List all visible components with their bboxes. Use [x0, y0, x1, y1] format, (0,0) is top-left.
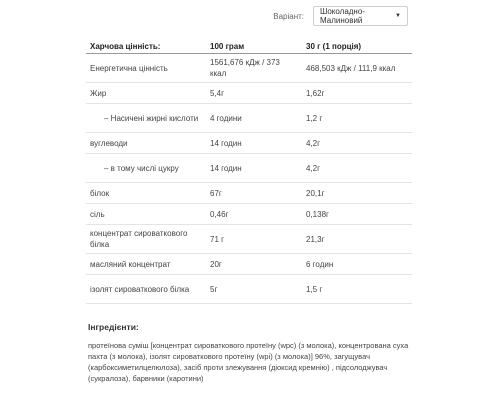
header-per-serving: 30 г (1 порція) — [302, 39, 412, 54]
nutrient-per-100g: 71 г — [206, 225, 302, 254]
nutrient-per-serving: 1,62г — [302, 83, 412, 104]
table-row — [86, 254, 412, 275]
table-row — [86, 225, 412, 254]
table-row — [86, 204, 412, 225]
header-per-100g: 100 грам — [206, 39, 302, 54]
nutrient-per-100g: 1561,676 кДж / 373 ккал — [206, 54, 302, 83]
nutrient-per-100g: 5г — [206, 275, 302, 304]
nutrient-per-100g: 14 годин — [206, 133, 302, 154]
variant-label: Варіант: — [273, 11, 304, 21]
nutrition-header-row — [86, 39, 412, 54]
nutrient-name: концентрат сироваткового білка — [86, 225, 206, 254]
nutrient-name: ізолят сироваткового білка — [86, 275, 206, 304]
nutrient-name: Енергетична цінність — [86, 54, 206, 83]
table-row — [86, 133, 412, 154]
nutrient-per-serving: 4,2г — [302, 133, 412, 154]
nutrient-name: – Насичені жирні кислоти — [86, 104, 206, 133]
variant-select[interactable] — [313, 6, 408, 26]
nutrient-per-serving: 468,503 кДж / 111,9 ккал — [302, 54, 412, 83]
nutrient-per-serving: 21,3г — [302, 225, 412, 254]
ingredients-title: Інгредієнти: — [88, 322, 139, 332]
nutrient-per-serving: 1,2 г — [302, 104, 412, 133]
nutrient-per-serving: 6 годин — [302, 254, 412, 275]
ingredients-text: протеїнова суміш [концентрат сироваткового протеїну (wpc) (з молока), концентрована суха пахта (з молока), ізолят сироваткового протеїну (wpi) (з молока)] 96%, загущувач (карбоксиметилцелюлоза), засіб проти злежування (діоксид кремнію) , підсолоджувач (сукралоза), барвники (каротини) — [88, 341, 409, 383]
nutrient-per-serving: 20,1г — [302, 183, 412, 204]
table-row — [86, 275, 412, 304]
table-row — [86, 183, 412, 204]
nutrient-name: вуглеводи — [86, 133, 206, 154]
nutrient-per-100g: 20г — [206, 254, 302, 275]
nutrient-per-serving: 0,138г — [302, 204, 412, 225]
nutrient-name: сіль — [86, 204, 206, 225]
header-nutrient: Харчова цінність: — [86, 39, 206, 54]
nutrient-name: масляний концентрат — [86, 254, 206, 275]
nutrient-per-100g: 14 годин — [206, 154, 302, 183]
nutrient-per-100g: 67г — [206, 183, 302, 204]
caret-down-icon: ▼ — [395, 13, 401, 19]
nutrient-per-serving: 1,5 г — [302, 275, 412, 304]
table-row — [86, 154, 412, 183]
nutrient-per-100g: 0,46г — [206, 204, 302, 225]
table-row — [86, 104, 412, 133]
nutrition-table — [86, 39, 412, 304]
nutrient-name: – в тому числі цукру — [86, 154, 206, 183]
nutrient-per-serving: 4,2г — [302, 154, 412, 183]
table-row — [86, 54, 412, 83]
nutrient-name: Жир — [86, 83, 206, 104]
nutrient-per-100g: 4 години — [206, 104, 302, 133]
nutrient-name: білок — [86, 183, 206, 204]
variant-selector — [273, 6, 408, 26]
nutrient-per-100g: 5,4г — [206, 83, 302, 104]
variant-selected-value: Шоколадно-Малиновий — [320, 7, 365, 25]
table-row — [86, 83, 412, 104]
